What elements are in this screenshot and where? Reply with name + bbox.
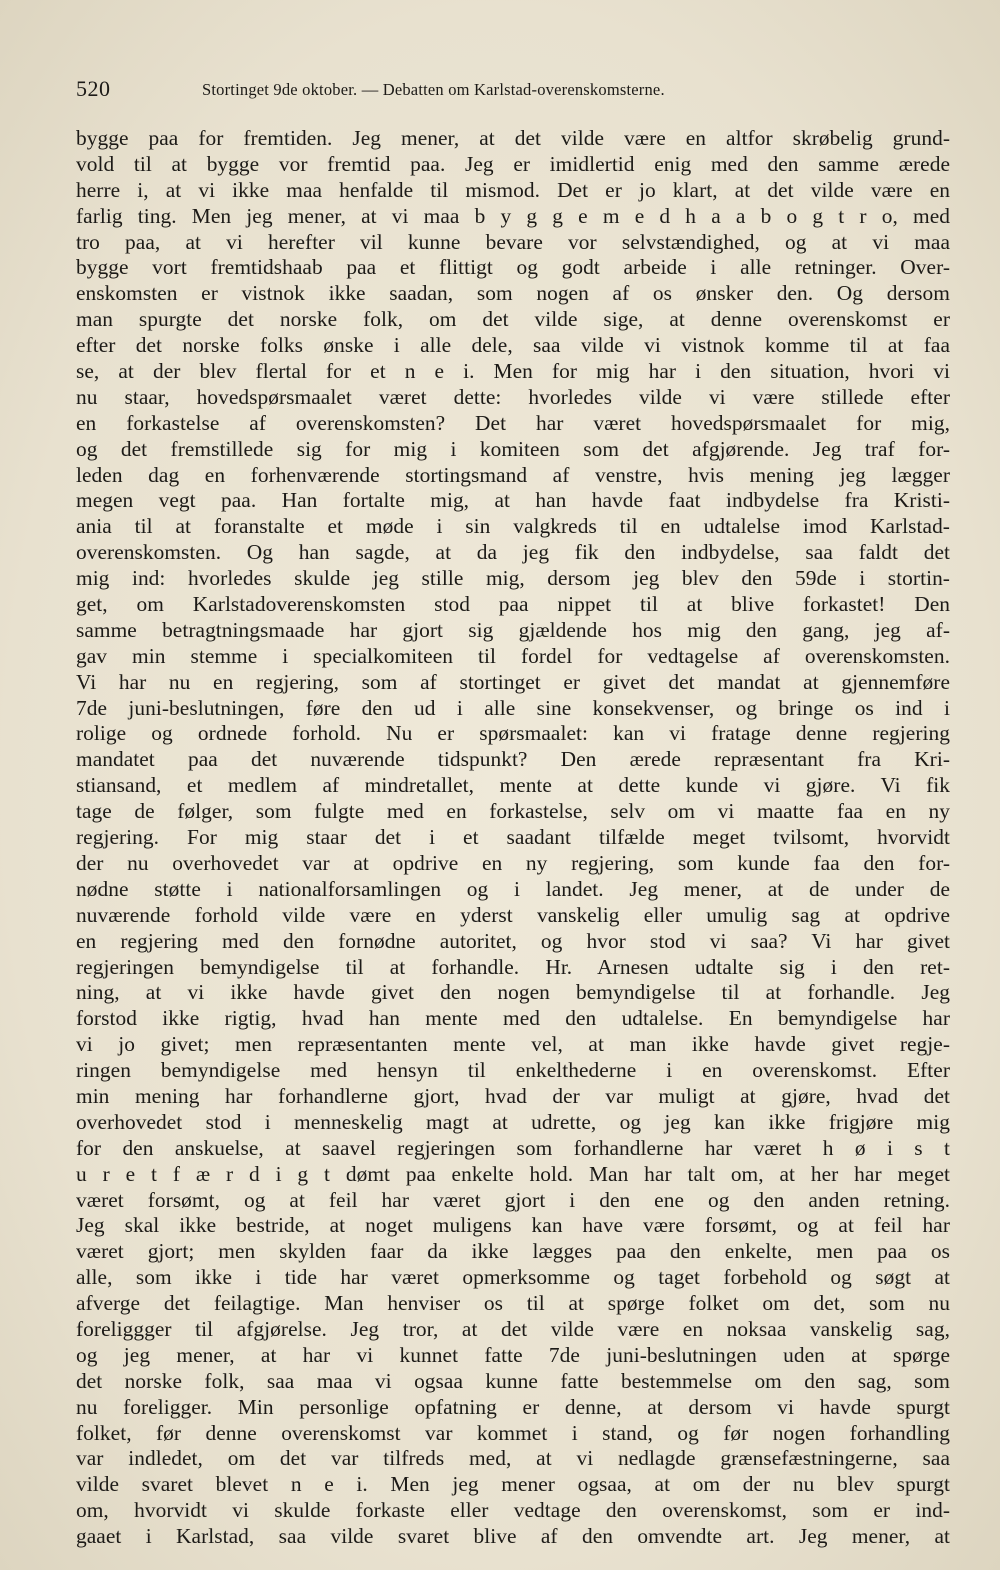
- text-line: Jeg skal ikke bestride, at noget muligens kan have være forsømt, og at feil har: [76, 1213, 950, 1238]
- text-line: og det fremstillede sig for mig i komiteen som det afgjørende. Jeg traf for-: [76, 436, 950, 461]
- text-line: u r e t f æ r d i g t dømt paa enkelte hold. Man har talt om, at her har meget: [76, 1161, 950, 1186]
- text-line: folket, før denne overenskomst var kommet i stand, og før nogen forhandling: [76, 1420, 950, 1445]
- text-line: og jeg mener, at har vi kunnet fatte 7de juni-beslutningen uden at spørge: [76, 1342, 950, 1367]
- text-line: gav min stemme i specialkomiteen til fordel for vedtagelse af overenskomsten.: [76, 643, 950, 668]
- text-line: en forkastelse af overenskomsten? Det har været hovedspørsmaalet for mig,: [76, 410, 950, 435]
- text-line: været forsømt, og at feil har været gjort i den ene og den anden retning.: [76, 1187, 950, 1212]
- text-line: stiansand, et medlem af mindretallet, mente at dette kunde vi gjøre. Vi fik: [76, 773, 950, 798]
- running-title: Stortinget 9de oktober. — Debatten om Karlstad-overenskomsterne.: [202, 80, 665, 99]
- text-line: ringen bemyndigelse med hensyn til enkelthederne i en overenskomst. Efter: [76, 1058, 950, 1083]
- text-line: man spurgte det norske folk, om det vilde sige, at denne overenskomst er: [76, 307, 950, 332]
- text-line: enskomsten er vistnok ikke saadan, som nogen af os ønsker den. Og dersom: [76, 281, 950, 306]
- text-line: vilde svaret blevet n e i. Men jeg mener ogsaa, at om der nu blev spurgt: [76, 1472, 950, 1497]
- text-line: afverge det feilagtige. Man henviser os til at spørge folket om det, som nu: [76, 1291, 950, 1316]
- text-line: tro paa, at vi herefter vil kunne bevare vor selvstændighed, og at vi maa: [76, 229, 950, 254]
- text-line: herre i, at vi ikke maa henfalde til mismod. Det er jo klart, at det vilde være en: [76, 177, 950, 202]
- text-line: foreliggger til afgjørelse. Jeg tror, at det vilde være en noksaa vanskelig sag,: [76, 1316, 950, 1341]
- text-line: bygge vort fremtidshaab paa et flittigt og godt arbeide i alle retninger. Over-: [76, 255, 950, 280]
- text-line: ania til at foranstalte et møde i sin valgkreds til en udtalelse imod Karlstad-: [76, 514, 950, 539]
- text-line: var indledet, om det var tilfreds med, at vi nedlagde grænsefæstningerne, saa: [76, 1446, 950, 1471]
- text-line: nuværende forhold vilde være en yderst vanskelig eller umulig sag at opdrive: [76, 902, 950, 927]
- text-line: nødne støtte i nationalforsamlingen og i landet. Jeg mener, at de under de: [76, 876, 950, 901]
- text-line: forstod ikke rigtig, hvad han mente med den udtalelse. En bemyndigelse har: [76, 1006, 950, 1031]
- text-line: megen vegt paa. Han fortalte mig, at han havde faat indbydelse fra Kristi-: [76, 488, 950, 513]
- text-line: gaaet i Karlstad, saa vilde svaret blive af den omvendte art. Jeg mener, at: [76, 1524, 950, 1549]
- text-line: regjeringen bemyndigelse til at forhandle. Hr. Arnesen udtalte sig i den ret-: [76, 954, 950, 979]
- text-line: alle, som ikke i tide har været opmerksomme og taget forbehold og søgt at: [76, 1265, 950, 1290]
- text-line: det norske folk, saa maa vi ogsaa kunne fatte bestemmelse om den sag, som: [76, 1368, 950, 1393]
- text-line: regjering. For mig staar det i et saadant tilfælde meget tvilsomt, hvorvidt: [76, 825, 950, 850]
- text-line: Vi har nu en regjering, som af stortinget er givet det mandat at gjennemføre: [76, 669, 950, 694]
- text-line: mandatet paa det nuværende tidspunkt? Den ærede repræsentant fra Kri-: [76, 747, 950, 772]
- body-text: [76, 126, 950, 1550]
- text-line: en regjering med den fornødne autoritet, og hvor stod vi saa? Vi har givet: [76, 928, 950, 953]
- text-line: vi jo givet; men repræsentanten mente vel, at man ikke havde givet regje-: [76, 1032, 950, 1057]
- text-line: nu staar, hovedspørsmaalet været dette: hvorledes vilde vi være stillede efter: [76, 384, 950, 409]
- text-line: leden dag en forhenværende stortingsmand af venstre, hvis mening jeg lægger: [76, 462, 950, 487]
- text-line: ning, at vi ikke havde givet den nogen bemyndigelse til at forhandle. Jeg: [76, 980, 950, 1005]
- text-line: farlig ting. Men jeg mener, at vi maa b y g g e m e d h a a b o g t r o, med: [76, 203, 950, 228]
- text-line: vold til at bygge vor fremtid paa. Jeg er imidlertid enig med den samme ærede: [76, 151, 950, 176]
- text-line: om, hvorvidt vi skulde forkaste eller vedtage den overenskomst, som er ind-: [76, 1498, 950, 1523]
- text-line: efter det norske folks ønske i alle dele, saa vilde vi vistnok komme til at faa: [76, 333, 950, 358]
- text-line: samme betragtningsmaade har gjort sig gjældende hos mig den gang, jeg af-: [76, 617, 950, 642]
- text-line: bygge paa for fremtiden. Jeg mener, at det vilde være en altfor skrøbelig grund-: [76, 126, 950, 150]
- text-line: mig ind: hvorledes skulde jeg stille mig, dersom jeg blev den 59de i stortin-: [76, 566, 950, 591]
- page-header: [76, 76, 946, 106]
- text-line: get, om Karlstadoverenskomsten stod paa nippet til at blive forkastet! Den: [76, 592, 950, 617]
- text-line: overhovedet stod i menneskelig magt at udrette, og jeg kan ikke frigjøre mig: [76, 1109, 950, 1134]
- text-line: været gjort; men skylden faar da ikke lægges paa den enkelte, men paa os: [76, 1239, 950, 1264]
- text-line: min mening har forhandlerne gjort, hvad der var muligt at gjøre, hvad det: [76, 1083, 950, 1108]
- text-line: for den anskuelse, at saavel regjeringen som forhandlerne har været h ø i s t: [76, 1135, 950, 1160]
- text-line: overenskomsten. Og han sagde, at da jeg fik den indbydelse, saa faldt det: [76, 540, 950, 565]
- text-line: rolige og ordnede forhold. Nu er spørsmaalet: kan vi fratage denne regjering: [76, 721, 950, 746]
- page-number: 520: [76, 76, 111, 101]
- text-line: se, at der blev flertal for et n e i. Men for mig har i den situation, hvori vi: [76, 359, 950, 384]
- text-line: der nu overhovedet var at opdrive en ny regjering, som kunde faa den for-: [76, 850, 950, 875]
- text-line: nu foreligger. Min personlige opfatning er denne, at dersom vi havde spurgt: [76, 1394, 950, 1419]
- text-line: 7de juni-beslutningen, føre den ud i alle sine konsekvenser, og bringe os ind i: [76, 695, 950, 720]
- text-line: tage de følger, som fulgte med en forkastelse, selv om vi maatte faa en ny: [76, 799, 950, 824]
